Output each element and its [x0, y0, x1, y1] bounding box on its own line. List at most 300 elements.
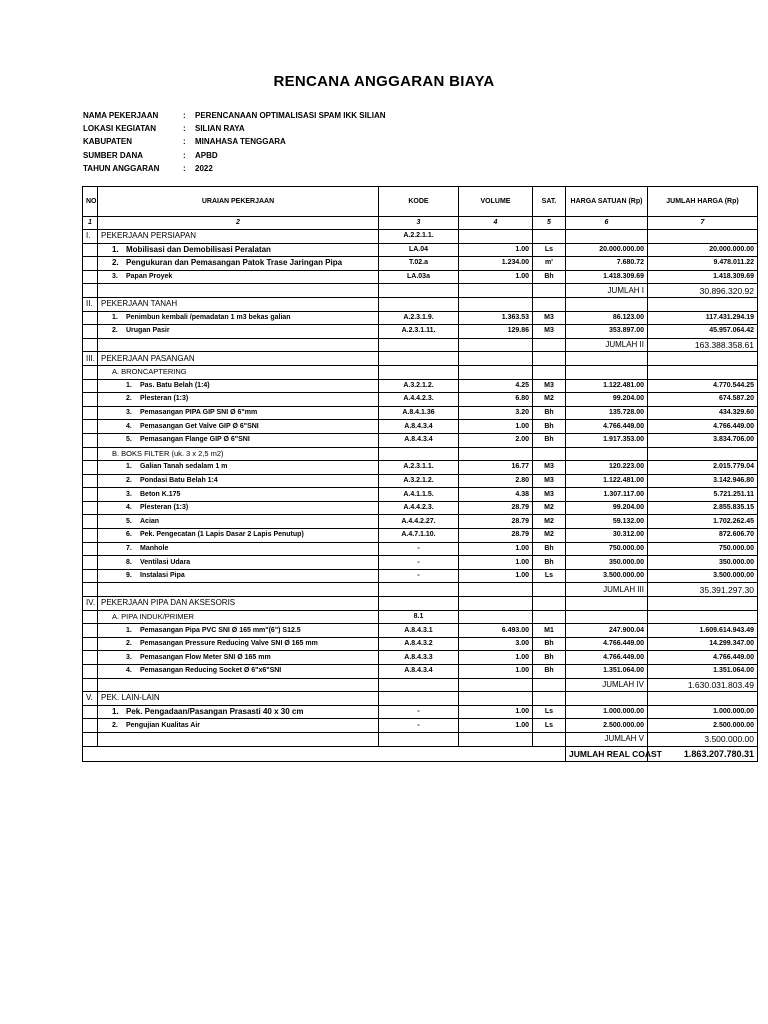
item-number: 3.: [112, 273, 118, 281]
item-description: [98, 515, 379, 529]
item-unit: Ls: [533, 243, 566, 257]
empty-cell: [379, 678, 459, 692]
item-code: A.4.4.2.27.: [379, 515, 459, 529]
empty-cell: [533, 678, 566, 692]
item-total: 1.702.262.45: [648, 515, 758, 529]
subtotal-row: [83, 338, 758, 352]
meta-row-kabupaten: [83, 135, 386, 148]
subtotal-label: JUMLAH I: [566, 284, 648, 298]
section-row: [83, 230, 758, 244]
section-row: [83, 692, 758, 706]
item-volume: 1.00: [459, 542, 533, 556]
item-volume: 2.80: [459, 474, 533, 488]
item-text: Penimbun kembali /pemadatan 1 m3 bekas galian: [126, 313, 291, 321]
header-no: NO: [83, 187, 98, 217]
item-text: Beton K.175: [140, 490, 181, 498]
empty-cell: [533, 352, 566, 366]
item-unit-price: 350.000.00: [566, 556, 648, 570]
item-description: [98, 488, 379, 502]
item-unit-price: 99.204.00: [566, 393, 648, 407]
item-unit: M2: [533, 529, 566, 543]
empty-cell: [83, 379, 98, 393]
item-unit-price: 750.000.00: [566, 542, 648, 556]
subtotal-label: JUMLAH V: [566, 732, 648, 746]
item-description: [98, 311, 379, 325]
subsection-code: [379, 365, 459, 379]
meta-row-nama-pekerjaan: [83, 109, 386, 122]
item-code: T.02.a: [379, 257, 459, 271]
header-kode: KODE: [379, 187, 459, 217]
table-row: [83, 569, 758, 583]
empty-cell: [83, 624, 98, 638]
item-volume: 4.25: [459, 379, 533, 393]
empty-cell: [533, 692, 566, 706]
subsection-row: [83, 447, 758, 461]
table-row: [83, 433, 758, 447]
section-code: A.2.2.1.1.: [379, 230, 459, 244]
col-number: 5: [533, 217, 566, 230]
item-text: Pemasangan Pipa PVC SNI Ø 165 mm"(6") S12.5: [140, 626, 301, 634]
empty-cell: [459, 447, 533, 461]
item-unit: M2: [533, 393, 566, 407]
table-row: [83, 474, 758, 488]
empty-cell: [566, 230, 648, 244]
item-description: [98, 624, 379, 638]
item-text: Acian: [140, 517, 160, 525]
item-description: [98, 461, 379, 475]
header-jumlah-harga: JUMLAH HARGA (Rp): [648, 187, 758, 217]
section-row: [83, 297, 758, 311]
empty-cell: [566, 610, 648, 624]
item-unit-price: 1.307.117.00: [566, 488, 648, 502]
table-row: [83, 529, 758, 543]
item-unit-price: 99.204.00: [566, 501, 648, 515]
grand-total-row: [83, 746, 758, 761]
subtotal-row: [83, 732, 758, 746]
item-number: 2.: [112, 327, 118, 335]
item-unit-price: 247.900.04: [566, 624, 648, 638]
subtotal-value: 3.500.000.00: [648, 732, 758, 746]
item-code: LA.04: [379, 243, 459, 257]
subsection-row: [83, 610, 758, 624]
item-code: -: [379, 542, 459, 556]
item-number: 4.: [126, 667, 132, 675]
item-unit-price: 4.766.449.00: [566, 420, 648, 434]
empty-cell: [648, 297, 758, 311]
section-code: [379, 692, 459, 706]
subtotal-label: JUMLAH III: [566, 583, 648, 597]
empty-cell: [533, 297, 566, 311]
empty-cell: [83, 447, 98, 461]
section-code: [379, 297, 459, 311]
budget-table: [82, 186, 758, 762]
item-total: 2.015.779.04: [648, 461, 758, 475]
meta-row-sumber-dana: [83, 149, 386, 162]
item-description: [98, 257, 379, 271]
item-description: [98, 529, 379, 543]
item-unit: M3: [533, 379, 566, 393]
meta-row-lokasi: [83, 122, 386, 135]
empty-cell: [83, 270, 98, 284]
column-number-row: [83, 217, 758, 230]
item-total: 1.418.309.69: [648, 270, 758, 284]
empty-cell: [98, 284, 379, 298]
item-text: Mobilisasi dan Demobilisasi Peralatan: [126, 244, 271, 254]
item-code: A.4.7.1.10.: [379, 529, 459, 543]
empty-cell: [379, 732, 459, 746]
item-volume: 6.80: [459, 393, 533, 407]
empty-cell: [83, 406, 98, 420]
meta-row-tahun-anggaran: [83, 162, 386, 175]
item-number: 1.: [126, 381, 132, 389]
item-number: 3.: [126, 409, 132, 417]
item-description: [98, 270, 379, 284]
item-volume: 1.00: [459, 719, 533, 733]
col-number: 6: [566, 217, 648, 230]
item-text: Pengujian Kualitas Air: [126, 721, 201, 729]
empty-cell: [648, 597, 758, 611]
item-text: Ventilasi Udara: [140, 558, 191, 566]
meta-value: MINAHASA TENGGARA: [195, 137, 286, 147]
item-unit: m': [533, 257, 566, 271]
item-text: Plesteran (1:3): [140, 504, 189, 512]
col-number: 2: [98, 217, 379, 230]
section-title: PEKERJAAN TANAH: [98, 297, 379, 311]
item-text: Instalasi Pipa: [140, 572, 185, 580]
item-number: 2.: [126, 395, 132, 403]
empty-cell: [459, 297, 533, 311]
item-number: 8.: [126, 558, 132, 566]
col-number: 1: [83, 217, 98, 230]
empty-cell: [83, 420, 98, 434]
empty-cell: [83, 705, 98, 719]
item-total: 5.721.251.11: [648, 488, 758, 502]
section-title: PEKERJAAN PASANGAN: [98, 352, 379, 366]
item-number: 4.: [126, 504, 132, 512]
subtotal-label: JUMLAH IV: [566, 678, 648, 692]
empty-cell: [83, 474, 98, 488]
item-unit-price: 135.728.00: [566, 406, 648, 420]
empty-cell: [566, 365, 648, 379]
item-total: 4.770.544.25: [648, 379, 758, 393]
empty-cell: [83, 461, 98, 475]
item-unit: M3: [533, 474, 566, 488]
empty-cell: [83, 665, 98, 679]
item-unit: Ls: [533, 569, 566, 583]
item-code: -: [379, 569, 459, 583]
item-text: Urugan Pasir: [126, 327, 170, 335]
item-description: [98, 542, 379, 556]
empty-cell: [98, 583, 379, 597]
empty-cell: [83, 732, 98, 746]
table-row: [83, 488, 758, 502]
item-unit: Ls: [533, 719, 566, 733]
empty-cell: [459, 338, 533, 352]
page-title: RENCANA ANGGARAN BIAYA: [273, 73, 495, 90]
item-volume: 28.79: [459, 529, 533, 543]
item-text: Plesteran (1:3): [140, 395, 189, 403]
item-code: A.4.1.1.5.: [379, 488, 459, 502]
table-row: [83, 556, 758, 570]
item-unit: M3: [533, 461, 566, 475]
item-total: 14.299.347.00: [648, 637, 758, 651]
item-text: Papan Proyek: [126, 273, 173, 281]
item-code: A.2.3.1.1.: [379, 461, 459, 475]
subsection-code: 8.1: [379, 610, 459, 624]
empty-cell: [459, 732, 533, 746]
item-total: 3.834.706.00: [648, 433, 758, 447]
table-row: [83, 270, 758, 284]
item-unit: Bh: [533, 542, 566, 556]
item-volume: 16.77: [459, 461, 533, 475]
item-code: A.8.4.3.4: [379, 665, 459, 679]
item-description: [98, 665, 379, 679]
meta-sep: :: [183, 124, 186, 134]
empty-cell: [533, 230, 566, 244]
empty-cell: [566, 447, 648, 461]
item-description: [98, 501, 379, 515]
empty-cell: [566, 297, 648, 311]
item-unit-price: 120.223.00: [566, 461, 648, 475]
item-code: A.2.3.1.11.: [379, 325, 459, 339]
item-unit-price: 1.418.309.69: [566, 270, 648, 284]
meta-sep: :: [183, 137, 186, 147]
empty-cell: [459, 230, 533, 244]
empty-cell: [83, 284, 98, 298]
item-unit-price: 7.680.72: [566, 257, 648, 271]
table-row: [83, 624, 758, 638]
empty-cell: [533, 338, 566, 352]
empty-cell: [83, 529, 98, 543]
item-total: 1.609.614.943.49: [648, 624, 758, 638]
table-row: [83, 515, 758, 529]
item-number: 3.: [126, 653, 132, 661]
item-text: Pek. Pengadaan/Pasangan Prasasti 40 x 30 cm: [126, 707, 304, 717]
empty-cell: [83, 338, 98, 352]
meta-sep: :: [183, 111, 186, 120]
empty-cell: [83, 501, 98, 515]
subtotal-value: 35.391.297.30: [648, 583, 758, 597]
item-text: Galian Tanah sedalam 1 m: [140, 463, 228, 471]
item-total: 9.478.011.22: [648, 257, 758, 271]
item-total: 2.855.835.15: [648, 501, 758, 515]
item-text: Pemasangan PIPA GIP SNI Ø 6"mm: [140, 409, 258, 417]
subtotal-value: 163.388.358.61: [648, 338, 758, 352]
item-text: Manhole: [140, 544, 169, 552]
item-description: [98, 406, 379, 420]
table-row: [83, 651, 758, 665]
item-description: [98, 569, 379, 583]
empty-cell: [83, 311, 98, 325]
item-code: LA.03a: [379, 270, 459, 284]
item-text: Pemasangan Flange GIP Ø 6"SNI: [140, 436, 250, 444]
item-total: 117.431.294.19: [648, 311, 758, 325]
table-row: [83, 243, 758, 257]
item-unit-price: 4.766.449.00: [566, 637, 648, 651]
table-row: [83, 393, 758, 407]
empty-cell: [83, 365, 98, 379]
empty-cell: [83, 556, 98, 570]
empty-cell: [533, 597, 566, 611]
item-description: [98, 556, 379, 570]
item-number: 1.: [126, 626, 132, 634]
item-total: 434.329.60: [648, 406, 758, 420]
empty-cell: [459, 583, 533, 597]
col-number: 7: [648, 217, 758, 230]
header-volume: VOLUME: [459, 187, 533, 217]
item-unit-price: 1.122.481.00: [566, 474, 648, 488]
empty-cell: [648, 610, 758, 624]
header-sat: SAT.: [533, 187, 566, 217]
empty-cell: [459, 597, 533, 611]
item-number: 5.: [126, 436, 132, 444]
item-description: [98, 474, 379, 488]
item-number: 1.: [112, 313, 118, 321]
item-unit-price: 3.500.000.00: [566, 569, 648, 583]
meta-key: TAHUN ANGGARAN: [83, 163, 160, 173]
item-unit-price: 86.123.00: [566, 311, 648, 325]
item-volume: 1.00: [459, 420, 533, 434]
table-row: [83, 501, 758, 515]
item-description: [98, 637, 379, 651]
item-volume: 1.00: [459, 243, 533, 257]
section-number: V.: [83, 692, 98, 706]
table-row: [83, 325, 758, 339]
empty-cell: [379, 583, 459, 597]
meta-key: KABUPATEN: [83, 137, 133, 147]
item-total: 4.766.449.00: [648, 651, 758, 665]
section-title: PEKERJAAN PIPA DAN AKSESORIS: [98, 597, 379, 611]
subsection-row: [83, 365, 758, 379]
meta-key: NAMA PEKERJAAN: [83, 111, 159, 120]
subsection-title: B. BOKS FILTER (uk. 3 x 2,5 m2): [98, 447, 379, 461]
item-unit: M2: [533, 515, 566, 529]
table-row: [83, 311, 758, 325]
section-number: I.: [83, 230, 98, 244]
item-total: 4.766.449.00: [648, 420, 758, 434]
item-total: 872.606.70: [648, 529, 758, 543]
meta-sep: :: [183, 163, 186, 173]
item-volume: 1.363.53: [459, 311, 533, 325]
item-unit: Ls: [533, 705, 566, 719]
col-number: 3: [379, 217, 459, 230]
empty-cell: [98, 732, 379, 746]
empty-cell: [648, 692, 758, 706]
item-total: 1.000.000.00: [648, 705, 758, 719]
subtotal-value: 1.630.031.803.49: [648, 678, 758, 692]
empty-cell: [566, 692, 648, 706]
item-unit: Bh: [533, 406, 566, 420]
item-unit-price: 1.122.481.00: [566, 379, 648, 393]
empty-cell: [83, 243, 98, 257]
subtotal-row: [83, 583, 758, 597]
item-volume: 1.234.00: [459, 257, 533, 271]
item-number: 4.: [126, 422, 132, 430]
empty-cell: [459, 284, 533, 298]
item-number: 2.: [112, 721, 118, 729]
item-unit-price: 20.000.000.00: [566, 243, 648, 257]
item-volume: 1.00: [459, 556, 533, 570]
section-code: [379, 352, 459, 366]
section-number: II.: [83, 297, 98, 311]
item-unit: M2: [533, 501, 566, 515]
item-number: 1.: [112, 244, 119, 254]
subsection-title: A. BRONCAPTERING: [98, 365, 379, 379]
meta-value: SILIAN RAYA: [195, 124, 245, 134]
header-harga-satuan: HARGA SATUAN (Rp): [566, 187, 648, 217]
item-description: [98, 393, 379, 407]
item-description: [98, 705, 379, 719]
item-unit-price: 1.351.064.00: [566, 665, 648, 679]
item-description: [98, 719, 379, 733]
section-code: [379, 597, 459, 611]
item-number: 1.: [112, 707, 119, 717]
empty-cell: [83, 651, 98, 665]
grand-total-label: JUMLAH REAL COAST: [566, 746, 648, 761]
table-row: [83, 420, 758, 434]
item-unit: Bh: [533, 665, 566, 679]
table-row: [83, 379, 758, 393]
table-row: [83, 542, 758, 556]
item-code: A.4.4.2.3.: [379, 393, 459, 407]
item-unit-price: 4.766.449.00: [566, 651, 648, 665]
table-row: [83, 461, 758, 475]
item-volume: 1.00: [459, 569, 533, 583]
empty-cell: [379, 284, 459, 298]
item-description: [98, 433, 379, 447]
item-text: Pemasangan Pressure Reducing Valve SNI Ø 165 mm: [140, 640, 318, 648]
item-total: 1.351.064.00: [648, 665, 758, 679]
item-unit: M3: [533, 311, 566, 325]
item-description: [98, 243, 379, 257]
item-total: 3.142.946.80: [648, 474, 758, 488]
item-total: 45.957.064.42: [648, 325, 758, 339]
item-unit: Bh: [533, 637, 566, 651]
col-number: 4: [459, 217, 533, 230]
item-code: A.8.4.3.2: [379, 637, 459, 651]
item-code: A.2.3.1.9.: [379, 311, 459, 325]
table-row: [83, 637, 758, 651]
table-row: [83, 705, 758, 719]
empty-cell: [98, 338, 379, 352]
subtotal-row: [83, 284, 758, 298]
section-title: PEKERJAAN PERSIAPAN: [98, 230, 379, 244]
item-unit-price: 59.132.00: [566, 515, 648, 529]
empty-cell: [83, 515, 98, 529]
section-number: IV.: [83, 597, 98, 611]
section-title: PEK. LAIN-LAIN: [98, 692, 379, 706]
empty-cell: [83, 719, 98, 733]
empty-cell: [83, 325, 98, 339]
section-number: III.: [83, 352, 98, 366]
item-text: Pemasangan Reducing Socket Ø 6"x6"SNI: [140, 667, 282, 675]
item-description: [98, 325, 379, 339]
item-number: 1.: [126, 463, 132, 471]
meta-key: LOKASI KEGIATAN: [83, 124, 157, 134]
empty-cell: [83, 610, 98, 624]
item-total: 350.000.00: [648, 556, 758, 570]
empty-cell: [533, 447, 566, 461]
item-unit-price: 2.500.000.00: [566, 719, 648, 733]
item-number: 2.: [126, 476, 132, 484]
section-row: [83, 597, 758, 611]
empty-cell: [648, 365, 758, 379]
item-code: A.8.4.3.1: [379, 624, 459, 638]
empty-cell: [459, 692, 533, 706]
item-volume: 6.493.00: [459, 624, 533, 638]
empty-cell: [566, 352, 648, 366]
item-unit: Bh: [533, 433, 566, 447]
